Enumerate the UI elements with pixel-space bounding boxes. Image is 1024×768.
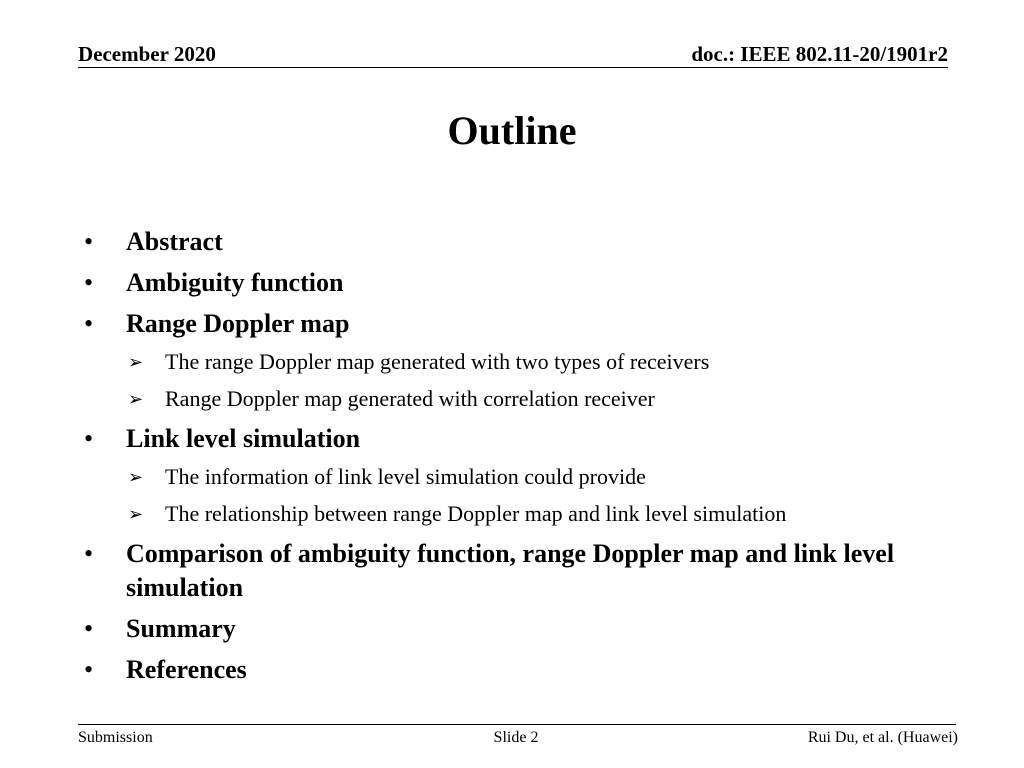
outline-item-label: Abstract [126, 227, 223, 256]
outline-item-label: References [126, 655, 247, 684]
slide-title: Outline [447, 108, 577, 153]
footer-slide-number: Slide 2 [493, 729, 539, 746]
outline-item-label: Link level simulation [126, 424, 361, 453]
footer-author: Rui Du, et al. (Huawei) [807, 729, 958, 746]
arrow-bullet-icon: ➢ [128, 389, 144, 409]
footer-divider [78, 724, 956, 725]
bullet-icon: • [84, 539, 94, 568]
outline-item-label: Ambiguity function [126, 268, 344, 297]
arrow-bullet-icon: ➢ [128, 504, 144, 524]
bullet-icon: • [84, 268, 94, 297]
outline-subitem-label: The relationship between range Doppler map and link level simulation [165, 501, 787, 526]
outline-item-label: Range Doppler map [126, 309, 350, 338]
outline-item-label: Summary [126, 614, 236, 643]
header-doc-id: doc.: IEEE 802.11-20/1901r2 [691, 42, 948, 66]
outline-subitem-label: The range Doppler map generated with two types of receivers [165, 349, 710, 374]
bullet-icon: • [84, 309, 94, 338]
bullet-icon: • [84, 655, 94, 684]
bullet-icon: • [84, 614, 94, 643]
header-date: December 2020 [78, 42, 216, 66]
arrow-bullet-icon: ➢ [128, 467, 144, 487]
outline-item-label: Comparison of ambiguity function, range Doppler map and link level simulation [126, 539, 895, 602]
bullet-icon: • [84, 227, 94, 256]
outline-subitem-label: The information of link level simulation could provide [165, 464, 646, 489]
footer-submission: Submission [78, 729, 153, 746]
bullet-icon: • [84, 424, 94, 453]
outline-subitem-label: Range Doppler map generated with correlation receiver [165, 386, 655, 411]
arrow-bullet-icon: ➢ [128, 352, 144, 372]
